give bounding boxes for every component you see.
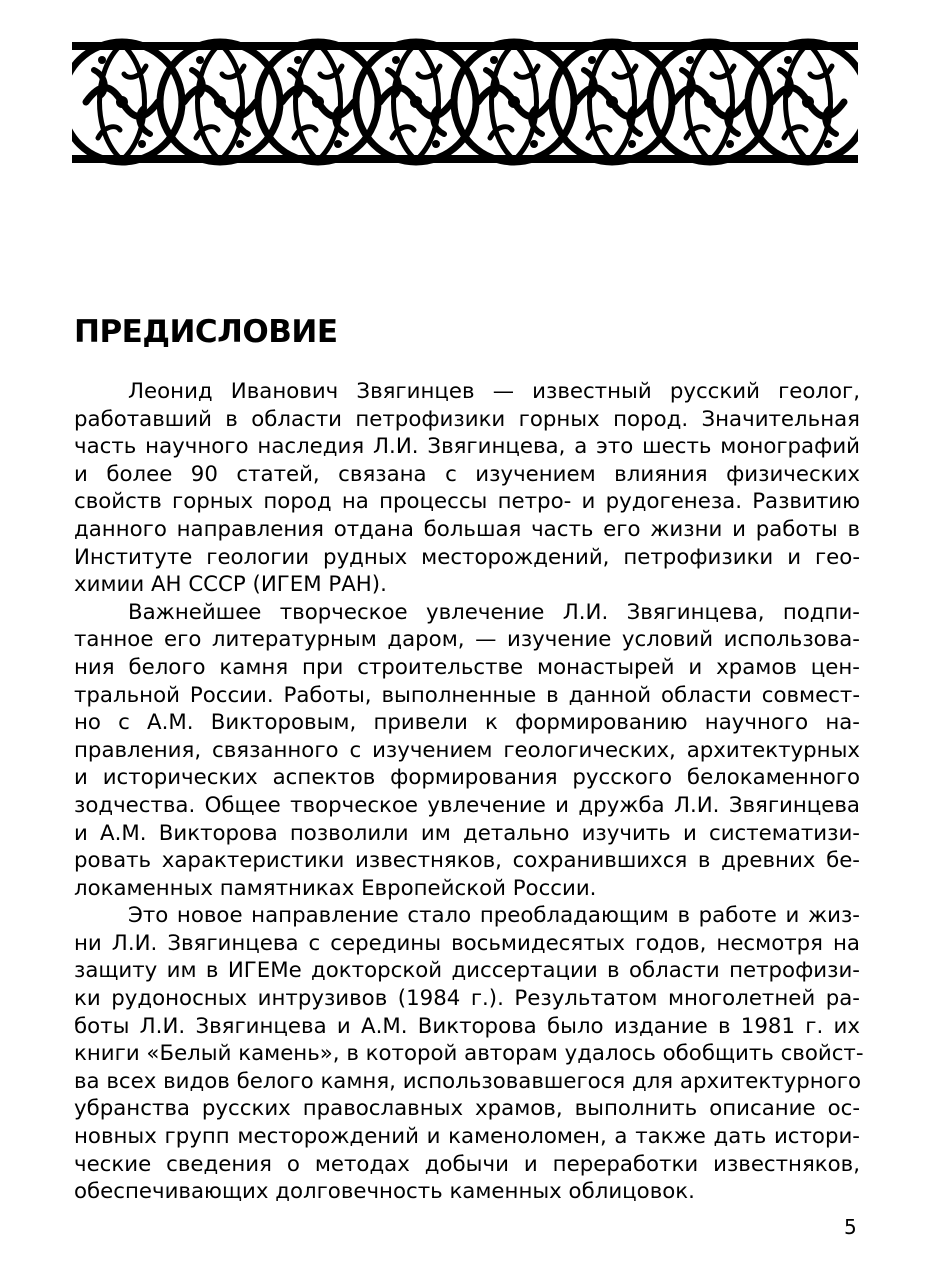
text-line: ческие сведения о методах добычи и переработки известняков, [74,1151,860,1177]
text-line: Институте геологии рудных месторождений, петрофизики и гео- [74,544,860,570]
text-line: танное его литературным даром, — изучение условий использова- [74,627,860,653]
text-line: убранства русских православных храмов, выполнить описание ос- [74,1096,860,1122]
text-line: ки рудоносных интрузивов (1984 г.). Результатом многолетней ра- [74,986,860,1012]
text-line: и исторических аспектов формирования русского белокаменного [74,765,860,791]
text-line: данного направления отдана большая часть его жизни и работы в [74,516,860,542]
text-line: защиту им в ИГЕМе докторской диссертации в области петрофизи- [74,958,860,984]
text-line: Леонид Иванович Звягинцев — известный русский геолог, [128,379,860,404]
paragraph [74,599,860,903]
text-line: новных групп месторождений и каменоломен, а также дать истори- [74,1124,860,1150]
paragraph [74,902,864,1206]
text-line: и А.М. Викторова позволили им детально изучить и систематизи- [74,820,860,846]
text-line: ровать характеристики известняков, сохранившихся в древних бе- [74,848,860,874]
text-line: локаменных памятниках Европейской России. [74,875,597,901]
text-line: Важнейшее творческое увлечение Л.И. Звягинцева, подпи- [128,599,860,625]
text-line: но с А.М. Викторовым, привели к формированию научного на- [74,710,860,736]
text-line: химии АН СССР (ИГЕМ РАН). [74,572,387,598]
paragraph [74,378,860,599]
text-line: Это новое направление стало преобладающим в работе и жиз- [128,903,860,929]
text-line: ни Л.И. Звягинцева с середины восьмидесятых годов, несмотря на [74,930,860,956]
text-line: зодчества. Общее творческое увлечение и дружба Л.И. Звягинцева [74,792,860,818]
text-line: книги «Белый камень», в которой авторам удалось обобщить свойст- [74,1041,864,1067]
text-line: ва всех видов белого камня, использовавшегося для архитектурного [74,1068,861,1094]
decorative-ornament-header [72,30,858,175]
ornament-pattern [72,42,858,162]
text-line: тральной России. Работы, выполненные в данной области совмест- [74,682,860,708]
text-line: боты Л.И. Звягинцева и А.М. Викторова было издание в 1981 г. их [74,1013,860,1039]
text-line: работавший в области петрофизики горных пород. Значительная [74,406,860,432]
body-text [74,378,864,1206]
text-line: ния белого камня при строительстве монастырей и храмов цен- [74,654,860,680]
page-title: ПРЕДИСЛОВИЕ [74,314,338,350]
text-line: правления, связанного с изучением геологических, архитектурных [74,737,860,763]
text-line: свойств горных пород на процессы петро- и рудогенеза. Развитию [74,489,860,515]
text-line: и более 90 статей, связана с изучением влияния физических [74,461,860,487]
text-line: обеспечивающих долговечность каменных облицовок. [74,1179,695,1205]
page-number: 5 [844,1215,857,1239]
text-line: часть научного наследия Л.И. Звягинцева, а это шесть монографий [74,434,860,460]
